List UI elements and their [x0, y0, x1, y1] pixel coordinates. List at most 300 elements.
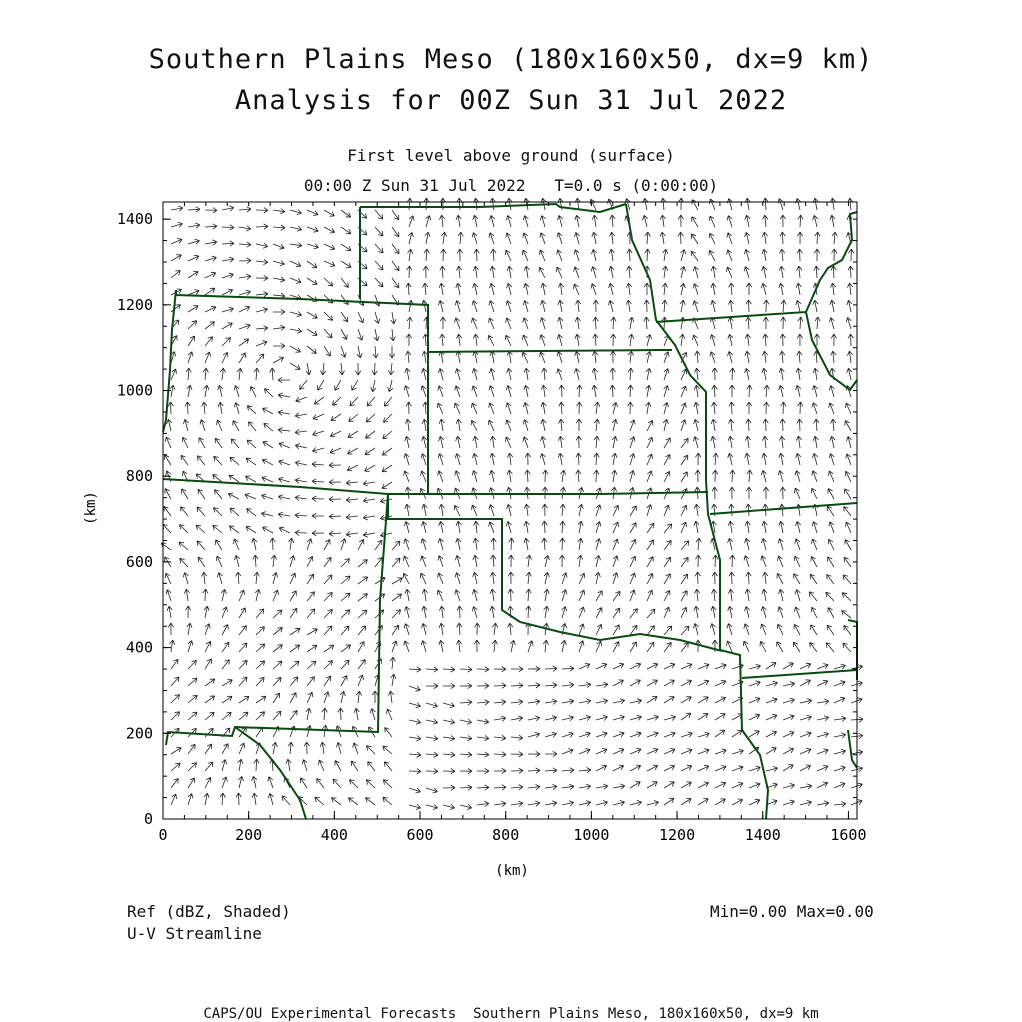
wind-arrow: [188, 660, 196, 669]
wind-arrow: [540, 233, 545, 244]
wind-arrow: [647, 801, 659, 806]
wind-arrow: [830, 300, 835, 312]
wind-arrow: [522, 250, 528, 261]
wind-arrow: [626, 300, 631, 312]
wind-arrow: [811, 488, 817, 499]
wind-arrow: [800, 748, 811, 754]
wind-arrow: [358, 660, 365, 670]
wind-arrow: [507, 198, 512, 210]
wind-arrow: [247, 440, 256, 448]
wind-arrow: [282, 796, 290, 805]
wind-arrow: [491, 555, 496, 567]
wind-arrow: [629, 317, 634, 329]
wind-arrow: [558, 317, 563, 329]
wind-arrow: [746, 487, 751, 499]
wind-arrow: [694, 504, 699, 516]
wind-arrow: [681, 438, 688, 448]
wind-arrow: [613, 505, 619, 516]
wind-arrow: [256, 677, 264, 686]
wind-arrow: [698, 782, 709, 788]
wind-arrow: [255, 589, 260, 601]
wind-arrow: [324, 346, 330, 356]
wind-arrow: [475, 623, 480, 635]
wind-arrow: [609, 232, 614, 244]
wind-arrow: [680, 283, 685, 295]
wind-arrow: [239, 290, 251, 295]
wind-arrow: [573, 284, 579, 295]
wind-arrow: [558, 300, 563, 312]
wind-arrow: [562, 573, 567, 584]
wind-arrow: [849, 249, 854, 261]
wind-arrow: [826, 592, 834, 601]
wind-arrow: [846, 318, 851, 330]
wind-arrow: [715, 782, 726, 788]
wind-arrow: [217, 420, 223, 431]
wind-arrow: [214, 456, 222, 465]
wind-arrow: [203, 368, 208, 380]
wind-arrow: [730, 555, 735, 567]
wind-arrow: [290, 661, 299, 669]
wind-arrow: [647, 782, 657, 788]
wind-arrow: [488, 420, 494, 431]
x-tick-label: 600: [406, 826, 434, 844]
wind-arrow: [694, 606, 699, 618]
wind-arrow: [313, 414, 324, 420]
wind-arrow: [341, 576, 350, 584]
wind-arrow: [745, 368, 750, 380]
wind-arrow: [800, 715, 812, 720]
wind-arrow: [579, 624, 584, 635]
wind-arrow: [542, 504, 547, 516]
wind-arrow: [727, 199, 732, 211]
wind-arrow: [231, 439, 239, 448]
wind-arrow: [222, 607, 227, 618]
wind-arrow: [455, 573, 460, 584]
wind-arrow: [439, 283, 444, 295]
wind-arrow: [426, 769, 438, 774]
wind-arrow: [324, 645, 334, 652]
wind-arrow: [693, 267, 698, 279]
wind-arrow: [217, 573, 222, 585]
wind-arrow: [545, 666, 557, 671]
wind-arrow: [341, 559, 349, 568]
wind-arrow: [544, 589, 549, 601]
wind-arrow: [382, 465, 392, 472]
wind-arrow: [490, 266, 495, 278]
wind-arrow: [630, 680, 641, 686]
wind-arrow: [460, 785, 472, 790]
wind-arrow: [229, 475, 239, 482]
wind-arrow: [612, 419, 617, 431]
wind-arrow: [834, 766, 845, 771]
wind-arrow: [660, 215, 665, 227]
wind-arrow: [455, 369, 460, 381]
wind-arrow: [438, 454, 443, 465]
wind-arrow: [353, 743, 358, 754]
wind-arrow: [541, 402, 546, 414]
wind-arrow: [341, 261, 351, 267]
wind-arrow: [230, 457, 239, 465]
wind-arrow: [222, 273, 233, 278]
wind-arrow: [711, 266, 716, 278]
wind-arrow: [817, 699, 829, 704]
wind-arrow: [392, 227, 399, 237]
wind-arrow: [312, 513, 324, 518]
wind-arrow: [279, 443, 290, 449]
wind-arrow: [204, 385, 209, 397]
x-tick-label: 1400: [744, 826, 781, 844]
wind-arrow: [594, 436, 599, 448]
wind-arrow: [405, 606, 410, 618]
wind-arrow: [660, 232, 665, 244]
wind-arrow: [694, 402, 699, 414]
wind-arrow: [215, 490, 223, 499]
wind-arrow: [795, 590, 800, 602]
wind-arrow: [404, 641, 409, 652]
wind-arrow: [579, 784, 591, 789]
wind-arrow: [239, 306, 250, 312]
wind-arrow: [330, 448, 341, 454]
wind-arrow: [262, 494, 273, 499]
wind-arrow: [171, 206, 183, 211]
wind-arrow: [591, 284, 596, 295]
wind-arrow: [426, 736, 438, 741]
wind-arrow: [778, 539, 783, 551]
wind-arrow: [409, 686, 420, 691]
wind-arrow: [728, 606, 733, 618]
wind-arrow: [715, 680, 726, 686]
wind-arrow: [409, 804, 421, 809]
wind-arrow: [188, 794, 193, 805]
footer-credit: CAPS/OU Experimental Forecasts Southern Plains Meso, 180x160x50, dx=9 km: [203, 1006, 819, 1022]
wind-arrow: [678, 232, 683, 244]
wind-arrow: [222, 696, 232, 703]
wind-arrow: [543, 470, 548, 482]
wind-arrow: [205, 696, 215, 703]
wind-arrow: [630, 590, 635, 601]
wind-arrow: [727, 250, 732, 261]
wind-arrow: [834, 783, 845, 789]
wind-arrow: [528, 699, 540, 704]
wind-arrow: [188, 778, 195, 788]
wind-arrow: [709, 216, 715, 227]
wind-arrow: [796, 436, 801, 448]
wind-arrow: [577, 555, 582, 567]
wind-arrow: [332, 397, 341, 405]
wind-arrow: [715, 714, 725, 720]
wind-arrow: [352, 380, 358, 390]
wind-arrow: [222, 338, 231, 347]
wind-arrow: [385, 728, 392, 738]
wind-arrow: [826, 643, 834, 652]
wind-arrow: [473, 334, 478, 346]
wind-arrow: [628, 368, 633, 380]
wind-arrow: [831, 351, 836, 363]
wind-arrow: [523, 318, 528, 329]
wind-arrow: [664, 524, 672, 533]
border-line: [742, 670, 857, 678]
wind-arrow: [439, 623, 444, 635]
wind-arrow: [422, 623, 427, 635]
wind-arrow: [222, 744, 228, 754]
wind-arrow: [321, 363, 326, 375]
wind-arrow: [409, 736, 421, 741]
wind-arrow: [562, 768, 574, 773]
wind-arrow: [681, 557, 688, 567]
border-line: [428, 350, 672, 352]
wind-arrow: [664, 471, 670, 482]
border-line: [656, 312, 857, 390]
wind-arrow: [847, 300, 852, 312]
wind-arrow: [441, 249, 446, 261]
wind-arrow: [646, 368, 651, 380]
wind-arrow: [511, 801, 523, 806]
wind-arrow: [692, 217, 698, 227]
wind-arrow: [409, 769, 421, 774]
x-tick-label: 1600: [830, 826, 867, 844]
wind-arrow: [222, 206, 234, 211]
wind-arrow: [426, 683, 438, 688]
wind-arrow: [746, 402, 751, 414]
wind-arrow: [715, 766, 726, 772]
wind-arrow: [596, 765, 607, 771]
wind-arrow: [596, 749, 607, 755]
wind-arrow: [834, 697, 845, 703]
wind-arrow: [609, 249, 614, 261]
wind-arrow: [458, 232, 463, 244]
wind-arrow: [358, 594, 368, 601]
wind-arrow: [329, 497, 341, 502]
wind-arrow: [372, 691, 377, 703]
wind-arrow: [238, 776, 243, 788]
wind-arrow: [278, 512, 290, 517]
wind-arrow: [814, 266, 819, 278]
wind-arrow: [813, 385, 818, 397]
wind-arrow: [188, 272, 198, 279]
shaded-field-label: Ref (dBZ, Shaded): [127, 902, 291, 921]
wind-arrow: [524, 385, 529, 397]
wind-arrow: [797, 232, 802, 244]
wind-arrow: [848, 266, 853, 278]
wind-arrow: [540, 454, 545, 466]
wind-arrow: [630, 539, 636, 550]
wind-arrow: [681, 591, 687, 601]
wind-arrow: [455, 454, 460, 466]
wind-arrow: [506, 318, 511, 329]
wind-arrow: [273, 693, 280, 703]
wind-arrow: [188, 678, 197, 686]
wind-arrow: [664, 574, 670, 584]
wind-arrow: [647, 697, 657, 704]
wind-arrow: [256, 712, 265, 720]
wind-arrow: [696, 453, 701, 465]
wind-arrow: [539, 267, 545, 278]
wind-arrow: [220, 793, 225, 805]
wind-arrow: [494, 785, 506, 790]
wind-arrow: [812, 522, 817, 534]
wind-arrow: [404, 624, 409, 635]
wind-arrow: [425, 232, 430, 244]
wind-arrow: [612, 453, 617, 465]
wind-arrow: [472, 301, 477, 312]
wind-arrow: [745, 351, 750, 363]
wind-arrow: [698, 713, 708, 720]
wind-arrow: [457, 198, 462, 210]
wind-arrow: [489, 318, 495, 329]
wind-arrow: [421, 454, 426, 465]
wind-arrow: [610, 351, 615, 363]
wind-arrow: [234, 403, 239, 415]
wind-arrow: [646, 385, 651, 397]
wind-arrow: [780, 351, 785, 363]
wind-arrow: [509, 538, 514, 550]
wind-arrow: [698, 664, 709, 670]
wind-arrow: [681, 541, 689, 550]
wind-arrow: [827, 575, 834, 585]
wind-arrow: [579, 682, 591, 687]
wind-arrow: [613, 748, 624, 754]
wind-arrow: [832, 232, 837, 244]
wind-arrow: [392, 558, 400, 567]
wind-arrow: [560, 538, 565, 550]
wind-arrow: [295, 413, 307, 418]
wind-arrow: [830, 215, 835, 227]
wind-arrow: [630, 573, 636, 584]
wind-arrow: [307, 692, 313, 703]
wind-arrow: [324, 261, 335, 267]
wind-arrow: [712, 589, 717, 601]
wind-arrow: [256, 243, 268, 248]
wind-arrow: [800, 765, 811, 771]
wind-arrow: [218, 385, 223, 397]
wind-arrow: [763, 419, 768, 431]
wind-arrow: [780, 487, 785, 499]
wind-arrow: [643, 215, 648, 227]
wind-arrow: [579, 663, 590, 669]
wind-arrow: [647, 505, 652, 516]
wind-arrow: [749, 681, 760, 686]
wind-arrow: [202, 572, 207, 584]
wind-arrow: [798, 215, 803, 227]
wind-arrow: [392, 625, 399, 635]
wind-arrow: [494, 752, 506, 757]
wind-arrow: [508, 623, 513, 635]
wind-arrow: [845, 540, 851, 551]
wind-arrow: [541, 436, 546, 448]
wind-arrow: [278, 428, 290, 433]
wind-arrow: [405, 368, 410, 380]
wind-arrow: [745, 453, 750, 465]
wind-arrow: [246, 527, 256, 534]
wind-arrow: [307, 592, 315, 601]
wind-arrow: [647, 523, 654, 533]
wind-arrow: [506, 301, 511, 312]
wind-arrow: [329, 480, 341, 485]
wind-arrow: [392, 641, 397, 652]
wind-arrow: [366, 780, 375, 788]
wind-arrow: [695, 368, 700, 380]
wind-arrow: [454, 505, 460, 516]
wind-arrow: [341, 610, 350, 618]
wind-arrow: [460, 752, 472, 757]
wind-arrow: [745, 521, 750, 533]
wind-arrow: [426, 719, 438, 724]
wind-arrow: [443, 752, 455, 757]
wind-arrow: [628, 351, 633, 363]
y-tick-label: 600: [125, 552, 153, 571]
wind-arrow: [422, 606, 427, 618]
wind-arrow: [391, 674, 396, 686]
wind-arrow: [306, 363, 311, 375]
wind-arrow: [273, 209, 285, 214]
wind-arrow: [477, 683, 489, 688]
wind-arrow: [471, 403, 477, 414]
wind-arrow: [426, 788, 437, 793]
wind-arrow: [698, 697, 708, 703]
wind-arrow: [627, 266, 632, 278]
wind-arrow: [596, 663, 607, 669]
wind-arrow: [541, 385, 546, 397]
wind-arrow: [239, 324, 250, 329]
wind-arrow: [301, 778, 308, 788]
wind-arrow: [523, 437, 528, 448]
wind-arrow: [307, 677, 314, 686]
wind-arrow: [341, 295, 348, 305]
wind-arrow: [525, 470, 530, 482]
wind-arrow: [844, 625, 851, 635]
wind-arrow: [727, 624, 732, 636]
wind-arrow: [596, 539, 601, 551]
wind-arrow: [273, 628, 282, 636]
wind-arrow: [383, 797, 392, 805]
wind-arrow: [358, 560, 367, 567]
wind-arrow: [712, 385, 717, 397]
wind-arrow: [596, 641, 602, 652]
wind-arrow: [846, 454, 851, 465]
wind-arrow: [384, 762, 392, 771]
wind-arrow: [351, 761, 358, 771]
wind-arrow: [610, 215, 615, 227]
wind-arrow: [745, 215, 750, 227]
wind-arrow: [272, 742, 277, 754]
wind-arrow: [777, 624, 783, 635]
wind-arrow: [307, 244, 319, 249]
wind-arrow: [409, 703, 421, 708]
wind-arrow: [647, 748, 658, 754]
wind-arrow: [730, 368, 735, 380]
wind-arrow: [511, 768, 523, 773]
wind-arrow: [438, 300, 443, 312]
wind-arrow: [198, 489, 205, 499]
wind-arrow: [542, 538, 547, 550]
wind-arrow: [329, 463, 341, 468]
wind-arrow: [286, 759, 291, 771]
wind-arrow: [474, 640, 479, 652]
wind-arrow: [827, 506, 834, 516]
wind-arrow: [404, 521, 409, 533]
wind-arrow: [457, 249, 462, 261]
wind-arrow: [511, 735, 523, 740]
wind-arrow: [694, 385, 699, 397]
wind-arrow: [800, 800, 812, 805]
wind-arrow: [443, 785, 455, 790]
wind-arrow: [780, 249, 785, 261]
wind-arrow: [506, 521, 511, 533]
wind-arrow: [613, 663, 624, 669]
wind-arrow: [490, 351, 495, 363]
wind-arrow: [473, 572, 478, 584]
wind-arrow: [324, 227, 335, 233]
